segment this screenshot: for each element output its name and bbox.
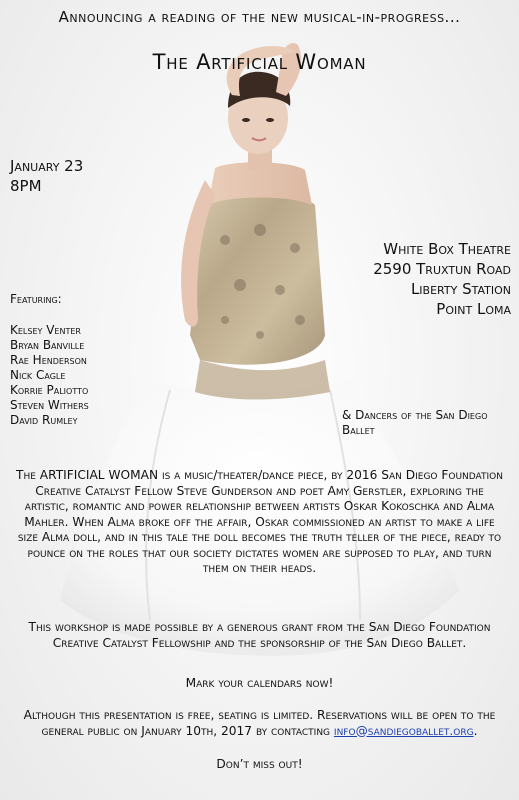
- dancers-credit: & Dancers of the San Diego Ballet: [342, 408, 488, 437]
- featuring-label: Featuring:: [10, 292, 62, 306]
- announcement-line: Announcing a reading of the new musical-in-progress...: [58, 8, 461, 26]
- venue-neighborhood: Point Loma: [436, 300, 511, 318]
- event-date: January 23: [10, 157, 84, 175]
- cast-member: Rae Henderson: [10, 353, 87, 367]
- cast-member: David Rumley: [10, 413, 78, 427]
- venue-name: White Box Theatre: [383, 240, 511, 258]
- email-link[interactable]: info@sandiegoballet.org: [333, 723, 474, 738]
- cast-member: Bryan Banville: [10, 338, 85, 352]
- event-time: 8PM: [10, 177, 42, 195]
- cast-member: Kelsey Venter: [10, 323, 81, 337]
- cast-member: Steven Withers: [10, 398, 89, 412]
- reservation-end: .: [473, 723, 478, 738]
- show-title: The Artificial Woman: [152, 50, 367, 74]
- venue-area: Liberty Station: [410, 280, 511, 298]
- closing-line: Don’t miss out!: [216, 757, 303, 771]
- grant-paragraph: This workshop is made possible by a generous grant from the San Diego Foundation Creative Catalyst Fellowship and the sponsorship of the San Diego Ballet.: [28, 620, 491, 650]
- calendar-reminder: Mark your calendars now!: [185, 676, 334, 690]
- cast-member: Nick Cagle: [10, 368, 66, 382]
- venue-block: [373, 239, 511, 319]
- reservation-text: Although this presentation is free, seating is limited. Reservations will be open to the general public on January 10th, 2017 by contacting: [23, 708, 496, 738]
- reservation-paragraph: [14, 708, 505, 739]
- description-paragraph: The ARTIFICIAL WOMAN is a music/theater/dance piece, by 2016 San Diego Foundation Creative Catalyst Fellow Steve Gunderson and poet Amy Gerstler, exploring the artistic, romantic and power relationship between artists Oskar Kokoschka and Alma Mahler. When Alma broke off the affair, Oskar commissioned an artist to make a life size Alma doll, and in this tale the doll becomes the truth teller of the piece, ready to pounce on the roles that our society dictates women are supposed to play, and turn them on their heads.: [16, 468, 503, 575]
- event-date-block: [10, 156, 83, 196]
- venue-street: 2590 Truxtun Road: [373, 260, 511, 278]
- cast-list: [10, 323, 89, 428]
- corset: [190, 194, 325, 365]
- cast-member: Korrie Paliotto: [10, 383, 89, 397]
